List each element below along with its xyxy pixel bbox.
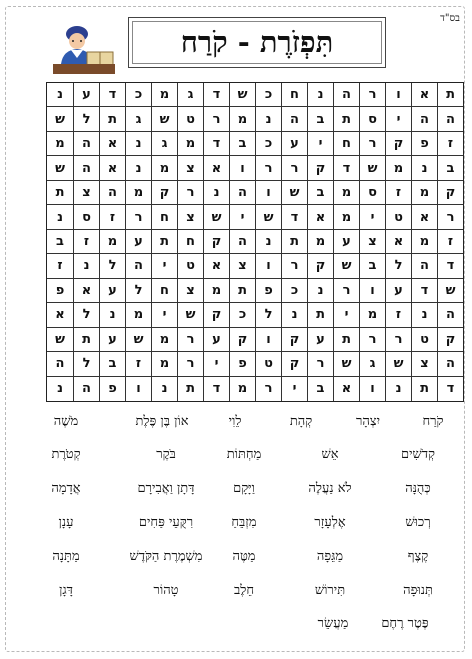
grid-cell[interactable]: צ	[359, 230, 385, 254]
grid-cell[interactable]: מ	[47, 132, 73, 156]
grid-cell[interactable]: מ	[359, 303, 385, 327]
grid-cell[interactable]: ש	[385, 352, 411, 376]
search-word: חֵלֶב	[233, 583, 255, 598]
grid-cell[interactable]: כ	[125, 83, 151, 107]
grid-cell[interactable]: ה	[411, 254, 437, 278]
grid-cell[interactable]: נ	[255, 107, 281, 131]
grid-cell[interactable]: ר	[177, 181, 203, 205]
grid-cell[interactable]: ו	[385, 83, 411, 107]
grid-cell[interactable]: ה	[73, 156, 99, 180]
grid-cell[interactable]: ר	[281, 254, 307, 278]
grid-cell[interactable]: ז	[125, 352, 151, 376]
grid-cell[interactable]: נ	[47, 205, 73, 229]
grid-cell[interactable]: ח	[281, 83, 307, 107]
grid-cell[interactable]: ס	[73, 205, 99, 229]
grid-cell[interactable]: ס	[359, 107, 385, 131]
grid-cell[interactable]: א	[333, 377, 359, 401]
grid-cell[interactable]: ע	[281, 132, 307, 156]
search-word: מִזְבֵּחַ	[231, 515, 257, 530]
grid-cell[interactable]: א	[203, 156, 229, 180]
grid-cell[interactable]: מ	[229, 107, 255, 131]
grid-cell[interactable]: ל	[255, 303, 281, 327]
grid-cell[interactable]: ד	[437, 377, 463, 401]
grid-cell[interactable]: ק	[307, 156, 333, 180]
grid-cell[interactable]: ר	[203, 107, 229, 131]
grid-cell[interactable]: ש	[151, 107, 177, 131]
grid-cell[interactable]: ס	[359, 181, 385, 205]
grid-cell[interactable]: צ	[177, 205, 203, 229]
grid-cell[interactable]: ת	[437, 83, 463, 107]
grid-cell[interactable]: נ	[411, 303, 437, 327]
grid-cell[interactable]: א	[385, 230, 411, 254]
grid-cell[interactable]: מ	[307, 230, 333, 254]
grid-cell[interactable]: ט	[385, 205, 411, 229]
grid-cell[interactable]: ר	[177, 352, 203, 376]
grid-cell[interactable]: ת	[73, 328, 99, 352]
grid-cell[interactable]: כ	[255, 132, 281, 156]
search-word: אֶלְעָזָר	[314, 515, 346, 530]
grid-cell[interactable]: ת	[333, 107, 359, 131]
grid-cell[interactable]: ב	[359, 254, 385, 278]
grid-cell[interactable]: ר	[281, 156, 307, 180]
grid-cell[interactable]: ת	[411, 377, 437, 401]
search-word: וַיָּקָם	[233, 481, 255, 496]
grid-cell[interactable]: ת	[307, 303, 333, 327]
grid-cell[interactable]: ד	[281, 205, 307, 229]
grid-cell[interactable]: ח	[177, 230, 203, 254]
grid-cell[interactable]: מ	[125, 303, 151, 327]
grid-cell[interactable]: נ	[57, 381, 63, 397]
grid-cell[interactable]: נ	[255, 230, 281, 254]
grid-cell[interactable]: נ	[411, 156, 437, 180]
grid-cell[interactable]: ש	[255, 205, 281, 229]
grid-cell[interactable]: ג	[177, 83, 203, 107]
search-word: אֲדָמָה	[51, 481, 81, 496]
grid-cell[interactable]: א	[99, 156, 125, 180]
grid-cell[interactable]: ט	[411, 328, 437, 352]
grid-cell[interactable]: ש	[203, 205, 229, 229]
search-word: מִשְׁמֶרֶת הַקֹּדֶשׁ	[129, 549, 203, 564]
grid-cell[interactable]: ו	[255, 254, 281, 278]
grid-cell[interactable]: מ	[151, 83, 177, 107]
grid-cell[interactable]: ק	[307, 254, 333, 278]
search-word: מֹשֶׁה	[53, 414, 79, 429]
grid-cell[interactable]: ז	[99, 205, 125, 229]
title-box	[128, 17, 386, 68]
grid-cell[interactable]: ל	[73, 303, 99, 327]
grid-cell[interactable]: נ	[203, 181, 229, 205]
grid-cell[interactable]: כ	[229, 303, 255, 327]
grid-cell[interactable]: מ	[151, 156, 177, 180]
grid-cell[interactable]: מ	[203, 279, 229, 303]
grid-cell[interactable]: כ	[281, 279, 307, 303]
grid-cell[interactable]: פ	[255, 279, 281, 303]
grid-cell[interactable]: ע	[125, 230, 151, 254]
search-word: קְטֹרֶת	[51, 447, 81, 462]
grid-cell[interactable]: ש	[359, 156, 385, 180]
grid-cell[interactable]: ד	[333, 156, 359, 180]
grid-cell[interactable]: צ	[177, 279, 203, 303]
grid-cell[interactable]: ז	[437, 132, 463, 156]
grid-cell[interactable]: נ	[151, 377, 177, 401]
grid-cell[interactable]: ח	[151, 279, 177, 303]
grid-cell[interactable]: א	[411, 205, 437, 229]
grid-cell[interactable]: ר	[255, 156, 281, 180]
grid-cell[interactable]: י	[203, 352, 229, 376]
grid-cell[interactable]: ב	[307, 377, 333, 401]
grid-cell[interactable]: צ	[177, 156, 203, 180]
grid-cell[interactable]: ל	[73, 107, 99, 131]
grid-cell[interactable]: ו	[359, 377, 385, 401]
grid-cell[interactable]: ה	[125, 254, 151, 278]
search-word: קְדֹשִׁים	[401, 447, 435, 462]
grid-cell[interactable]: ד	[437, 254, 463, 278]
grid-cell[interactable]: ז	[47, 254, 73, 278]
grid-cell[interactable]: ט	[255, 352, 281, 376]
grid-cell[interactable]: א	[73, 279, 99, 303]
grid-cell[interactable]: ד	[203, 377, 229, 401]
grid-cell[interactable]: ד	[203, 132, 229, 156]
grid-cell[interactable]: ע	[99, 328, 125, 352]
grid-cell[interactable]: ל	[99, 254, 125, 278]
grid-cell[interactable]: פ	[411, 132, 437, 156]
grid-cell[interactable]: נ	[73, 254, 99, 278]
grid-cell[interactable]: ש	[47, 328, 73, 352]
search-word: לֵוִי	[228, 414, 242, 429]
grid-cell[interactable]: ה	[47, 352, 73, 376]
grid-cell[interactable]: פ	[47, 279, 73, 303]
grid-cell[interactable]: מ	[333, 181, 359, 205]
grid-cell[interactable]: צ	[411, 352, 437, 376]
grid-cell[interactable]: א	[47, 303, 73, 327]
grid-cell[interactable]: ו	[255, 328, 281, 352]
grid-cell[interactable]: ק	[437, 181, 463, 205]
grid-cell[interactable]: ק	[385, 132, 411, 156]
grid-cell[interactable]: ש	[281, 181, 307, 205]
grid-cell[interactable]: ר	[437, 205, 463, 229]
grid-cell[interactable]: ה	[73, 377, 99, 401]
grid-cell[interactable]: א	[99, 132, 125, 156]
grid-cell[interactable]: מ	[99, 230, 125, 254]
grid-cell[interactable]: ג	[359, 352, 385, 376]
grid-cell[interactable]: ב	[47, 230, 73, 254]
grid-cell[interactable]: ר	[177, 328, 203, 352]
grid-cell[interactable]: ת	[281, 230, 307, 254]
search-word: מַגֵּפָה	[316, 549, 344, 564]
grid-cell[interactable]: ח	[151, 205, 177, 229]
grid-cell[interactable]: ת	[47, 181, 73, 205]
grid-cell[interactable]: ב	[99, 352, 125, 376]
grid-cell[interactable]: ב	[307, 107, 333, 131]
search-word: קְהָת	[289, 414, 313, 429]
grid-cell[interactable]: נ	[47, 83, 73, 107]
grid-cell[interactable]: י	[359, 205, 385, 229]
search-word: מַטֶּה	[232, 549, 256, 564]
grid-cell[interactable]: ט	[177, 254, 203, 278]
grid-cell[interactable]: א	[307, 205, 333, 229]
search-word: עָנָן	[58, 515, 74, 530]
grid-cell[interactable]: ד	[99, 83, 125, 107]
grid-cell[interactable]: ה	[281, 107, 307, 131]
grid-cell[interactable]: ת	[177, 377, 203, 401]
search-word: טָהוֹר	[153, 583, 179, 598]
grid-cell[interactable]: ש	[437, 279, 463, 303]
search-word: תְּנוּפָה	[403, 583, 433, 598]
grid-cell[interactable]: ר	[359, 132, 385, 156]
grid-cell[interactable]: ר	[359, 328, 385, 352]
grid-cell[interactable]: ג	[125, 107, 151, 131]
grid-cell[interactable]: מ	[151, 352, 177, 376]
grid-cell[interactable]: מ	[229, 377, 255, 401]
search-word: בֹּקֶר	[156, 447, 176, 462]
grid-cell[interactable]: י	[281, 377, 307, 401]
grid-cell[interactable]: ב	[307, 181, 333, 205]
grid-cell[interactable]: ש	[177, 303, 203, 327]
bsd-mark: בס"ד	[440, 13, 460, 24]
grid-cell[interactable]: ה	[437, 107, 463, 131]
grid-cell[interactable]: ר	[255, 377, 281, 401]
search-word: קֹרַח	[422, 414, 444, 429]
grid-cell[interactable]: ת	[333, 328, 359, 352]
grid-cell[interactable]: ע	[203, 328, 229, 352]
grid-cell[interactable]: י	[229, 205, 255, 229]
grid-cell[interactable]: ה	[99, 181, 125, 205]
search-word: לֹא נַעֲלֶה	[308, 481, 352, 496]
grid-cell[interactable]: צ	[229, 254, 255, 278]
grid-cell[interactable]: ר	[385, 328, 411, 352]
grid-cell[interactable]: י	[151, 254, 177, 278]
search-word: אֵשׁ	[321, 447, 339, 462]
grid-cell[interactable]: ח	[333, 132, 359, 156]
search-word: קֶצֶף	[407, 549, 429, 564]
grid-cell[interactable]: ע	[73, 83, 99, 107]
grid-cell[interactable]: ע	[333, 230, 359, 254]
grid-cell[interactable]: ה	[437, 303, 463, 327]
grid-cell[interactable]: צ	[73, 181, 99, 205]
grid-cell[interactable]: ק	[203, 230, 229, 254]
search-word: רְכוּשׁ	[405, 515, 431, 530]
search-word: תִּירוֹשׁ	[314, 583, 346, 598]
grid-cell[interactable]: ק	[281, 328, 307, 352]
grid-cell[interactable]: נ	[307, 279, 333, 303]
grid-cell[interactable]: ו	[229, 156, 255, 180]
grid-cell[interactable]: ש	[333, 254, 359, 278]
grid-cell[interactable]: ת	[229, 279, 255, 303]
grid-cell[interactable]: י	[151, 303, 177, 327]
grid-cell[interactable]: ה	[333, 83, 359, 107]
grid-cell[interactable]: ב	[437, 156, 463, 180]
grid-cell[interactable]: מ	[411, 230, 437, 254]
grid-cell[interactable]: י	[385, 107, 411, 131]
search-word: מַעֲשֵׂר	[317, 616, 349, 631]
grid-cell[interactable]: ש	[47, 107, 73, 131]
grid-cell[interactable]: ג	[151, 132, 177, 156]
grid-cell[interactable]: ת	[99, 107, 125, 131]
grid-cell[interactable]: מ	[411, 181, 437, 205]
grid-cell[interactable]: נ	[307, 83, 333, 107]
search-word: אוֹן בֶּן פֶּלֶת	[135, 414, 189, 429]
grid-cell[interactable]: ת	[151, 230, 177, 254]
grid-cell[interactable]: פ	[99, 377, 125, 401]
search-word: מַתָּנָה	[52, 549, 80, 564]
grid-cell[interactable]: ה	[73, 132, 99, 156]
grid-cell[interactable]: ק	[151, 181, 177, 205]
grid-cell[interactable]: ל	[73, 352, 99, 376]
grid-cell[interactable]: ו	[125, 377, 151, 401]
grid-cell[interactable]: ק	[229, 328, 255, 352]
grid-cell[interactable]: ז	[385, 303, 411, 327]
grid-cell[interactable]: ל	[385, 254, 411, 278]
search-word: מַחְתּוֹת	[226, 447, 262, 462]
grid-cell[interactable]: ו	[255, 181, 281, 205]
grid-cell[interactable]: ר	[125, 205, 151, 229]
grid-cell[interactable]: י	[333, 303, 359, 327]
grid-cell[interactable]: ו	[359, 279, 385, 303]
grid-cell[interactable]: ע	[385, 279, 411, 303]
search-word: רִקֻּעֵי פַּחִים	[138, 515, 194, 530]
grid-cell[interactable]: ר	[359, 83, 385, 107]
grid-cell[interactable]: מ	[385, 156, 411, 180]
grid-cell[interactable]: ד	[411, 279, 437, 303]
word-search-grid	[46, 82, 464, 402]
grid-cell[interactable]: נ	[281, 303, 307, 327]
grid-cell[interactable]: א	[411, 83, 437, 107]
search-word: פֶּטֶר רֶחֶם	[381, 616, 429, 631]
grid-cell[interactable]: ק	[203, 303, 229, 327]
grid-cell[interactable]: ע	[99, 279, 125, 303]
grid-cell[interactable]: ר	[307, 352, 333, 376]
grid-cell[interactable]: ק	[281, 352, 307, 376]
grid-cell[interactable]: ב	[229, 132, 255, 156]
grid-cell[interactable]: ה	[229, 230, 255, 254]
grid-cell[interactable]: ע	[307, 328, 333, 352]
search-word: דָּגָן	[59, 583, 73, 598]
grid-cell[interactable]: מ	[125, 181, 151, 205]
grid-cell[interactable]: ר	[333, 279, 359, 303]
search-word: דָּתָן וַאֲבִירָם	[137, 481, 195, 496]
grid-cell[interactable]: ז	[385, 181, 411, 205]
grid-cell[interactable]: נ	[99, 303, 125, 327]
grid-cell[interactable]: ש	[333, 352, 359, 376]
grid-cell[interactable]: נ	[125, 132, 151, 156]
search-word: כְּהֻנָּה	[405, 481, 431, 496]
grid-cell[interactable]: ש	[125, 328, 151, 352]
grid-cell[interactable]: פ	[229, 352, 255, 376]
grid-cell[interactable]: ה	[411, 107, 437, 131]
grid-cell[interactable]: נ	[125, 156, 151, 180]
grid-cell[interactable]: ד	[203, 83, 229, 107]
grid-cell[interactable]: כ	[255, 83, 281, 107]
grid-cell[interactable]: ק	[437, 328, 463, 352]
grid-cell[interactable]: מ	[151, 328, 177, 352]
grid-cell[interactable]: ז	[73, 230, 99, 254]
grid-cell[interactable]: ל	[125, 279, 151, 303]
grid-cell[interactable]: א	[203, 254, 229, 278]
grid-cell[interactable]: ש	[229, 83, 255, 107]
grid-cell[interactable]: ה	[437, 352, 463, 376]
grid-cell[interactable]: ה	[229, 181, 255, 205]
page-title: תִּפְזֹרֶת - קֹרַח	[180, 25, 334, 59]
grid-cell[interactable]: נ	[385, 377, 411, 401]
grid-cell[interactable]: מ	[177, 132, 203, 156]
grid-cell[interactable]: ש	[47, 156, 73, 180]
grid-cell[interactable]: מ	[333, 205, 359, 229]
search-word: יִצְהָר	[355, 414, 381, 429]
student-illustration	[47, 22, 119, 78]
grid-cell[interactable]: ז	[437, 230, 463, 254]
grid-cell[interactable]: ט	[177, 107, 203, 131]
grid-cell[interactable]: י	[307, 132, 333, 156]
